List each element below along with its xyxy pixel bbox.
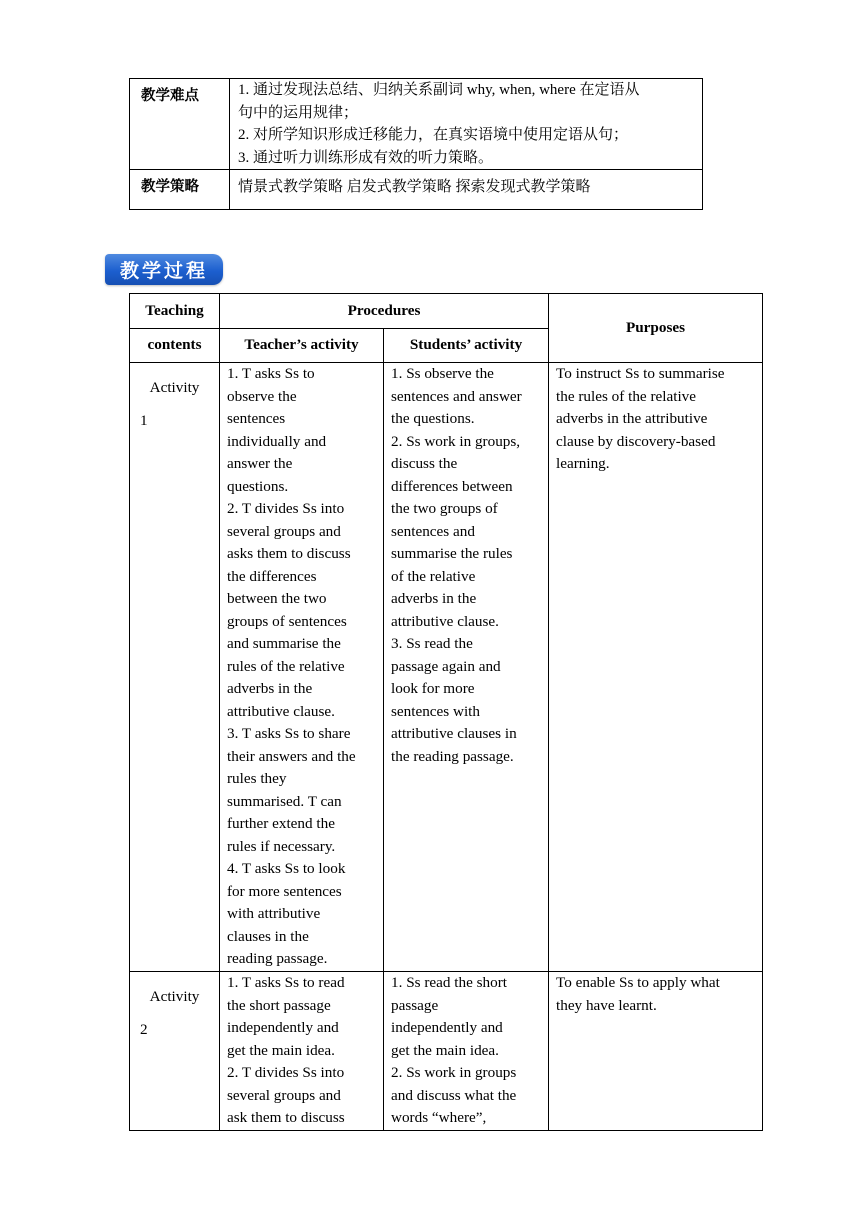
header-row — [130, 294, 763, 329]
text-line: with attributive — [227, 905, 321, 922]
text-line: the differences — [227, 567, 317, 585]
row-label: 教学难点 — [130, 79, 230, 170]
text-line: 2. Ss work in groups — [391, 1064, 517, 1081]
text-line: get the main idea. — [391, 1041, 499, 1059]
text-line: 3. 通过听力训练形成有效的听力策略。 — [238, 149, 494, 166]
header-teaching: Teaching — [130, 294, 220, 329]
text-line: discuss the — [391, 455, 458, 472]
text-line: learning. — [556, 455, 610, 472]
text-line: sentences and answer — [391, 387, 522, 405]
text-line: To instruct Ss to summarise — [556, 365, 725, 382]
text-line: answer the — [227, 455, 293, 472]
header-students-activity: Students’ activity — [384, 329, 549, 363]
text-line: To enable Ss to apply what — [556, 974, 720, 991]
text-line: sentences with — [391, 702, 480, 720]
row-content — [230, 170, 703, 210]
text-line: passage — [391, 996, 439, 1014]
row-label: 教学策略 — [130, 170, 230, 210]
text-line: several groups and — [227, 1086, 341, 1104]
text-line: clauses in the — [227, 927, 309, 945]
text-line: 1. T asks Ss to read — [227, 974, 345, 991]
text-line: adverbs in the — [227, 680, 313, 697]
text-line: attributive clause. — [391, 612, 499, 630]
text-line: asks them to discuss — [227, 545, 351, 562]
text-line: 1. Ss read the short — [391, 974, 507, 991]
text-line: the questions. — [391, 410, 475, 427]
text-line: rules of the relative — [227, 657, 345, 675]
text-line: independently and — [391, 1019, 503, 1036]
header-procedures: Procedures — [220, 294, 549, 329]
text-line: passage again and — [391, 657, 501, 675]
text-line: rules they — [227, 770, 287, 787]
text-line: between the two — [227, 590, 327, 607]
text-line: 2. T divides Ss into — [227, 1064, 345, 1081]
table-row — [130, 363, 763, 972]
row-content — [230, 79, 703, 170]
text-line: look for more — [391, 680, 475, 697]
key-difficulties-table — [129, 78, 703, 210]
text-line: observe the — [227, 387, 297, 405]
text-line: independently and — [227, 1019, 339, 1036]
text-line: 2. Ss work in groups, — [391, 432, 521, 450]
text-line: reading passage. — [227, 950, 328, 967]
text-line: questions. — [227, 477, 289, 495]
purpose-cell — [549, 972, 763, 1131]
text-line: for more sentences — [227, 882, 342, 900]
text-line: sentences and — [391, 522, 475, 540]
text-line: 句中的运用规律； — [238, 104, 359, 121]
text-line: 2. 对所学知识形成迁移能力，在真实语境中使用定语从句； — [238, 127, 629, 143]
teacher-activity-cell — [220, 363, 384, 972]
text-line: attributive clauses in — [391, 725, 517, 742]
table-row — [130, 170, 703, 210]
text-line: further extend the — [227, 815, 335, 832]
text-line: the reading passage. — [391, 747, 514, 765]
activity-name: Activity — [149, 379, 200, 396]
text-line: words “where”, — [391, 1109, 487, 1126]
text-line: 2. T divides Ss into — [227, 500, 345, 517]
purpose-cell — [549, 363, 763, 972]
section-badge-label: 教学过程 — [119, 260, 208, 282]
text-line: individually and — [227, 432, 327, 450]
activity-number: 1 — [140, 412, 148, 429]
activity-label — [130, 363, 220, 972]
text-line: 1. T asks Ss to — [227, 365, 315, 382]
text-line: and summarise the — [227, 635, 341, 652]
text-line: summarise the rules — [391, 545, 513, 562]
text-line: 1. Ss observe the — [391, 365, 494, 382]
text-line: differences between — [391, 477, 513, 495]
text-line: 3. T asks Ss to share — [227, 725, 351, 742]
table-row — [130, 79, 703, 170]
teaching-process-table — [129, 293, 763, 1131]
header-purposes: Purposes — [549, 294, 763, 363]
text-line: summarised. T can — [227, 792, 342, 810]
text-line: and discuss what the — [391, 1086, 517, 1104]
text-line: adverbs in the — [391, 590, 477, 607]
text-line: 3. Ss read the — [391, 635, 473, 652]
text-line: several groups and — [227, 522, 341, 540]
text-line: they have learnt. — [556, 996, 657, 1014]
teacher-activity-cell — [220, 972, 384, 1131]
text-line: their answers and the — [227, 747, 356, 765]
text-line: 1. 通过发现法总结、归纳关系副词 why, when, where 在定语从 — [238, 82, 640, 98]
text-line: 情景式教学策略 启发式教学策略 探索发现式教学策略 — [238, 179, 591, 195]
text-line: adverbs in the attributive — [556, 410, 708, 427]
text-line: 4. T asks Ss to look — [227, 860, 346, 877]
header-contents: contents — [130, 329, 220, 363]
text-line: attributive clause. — [227, 702, 335, 720]
activity-name: Activity — [149, 988, 200, 1005]
text-line: get the main idea. — [227, 1041, 335, 1059]
text-line: of the relative — [391, 567, 476, 585]
table-row — [130, 972, 763, 1131]
text-line: sentences — [227, 410, 286, 427]
text-line: the short passage — [227, 996, 331, 1014]
header-teacher-activity: Teacher’s activity — [220, 329, 384, 363]
text-line: clause by discovery-based — [556, 432, 716, 450]
text-line: the two groups of — [391, 500, 498, 517]
activity-number: 2 — [140, 1021, 148, 1038]
text-line: rules if necessary. — [227, 837, 336, 855]
text-line: the rules of the relative — [556, 387, 697, 405]
students-activity-cell — [384, 972, 549, 1131]
text-line: groups of sentences — [227, 612, 347, 630]
section-badge — [105, 254, 223, 285]
students-activity-cell — [384, 363, 549, 972]
activity-label — [130, 972, 220, 1131]
text-line: ask them to discuss — [227, 1109, 345, 1126]
